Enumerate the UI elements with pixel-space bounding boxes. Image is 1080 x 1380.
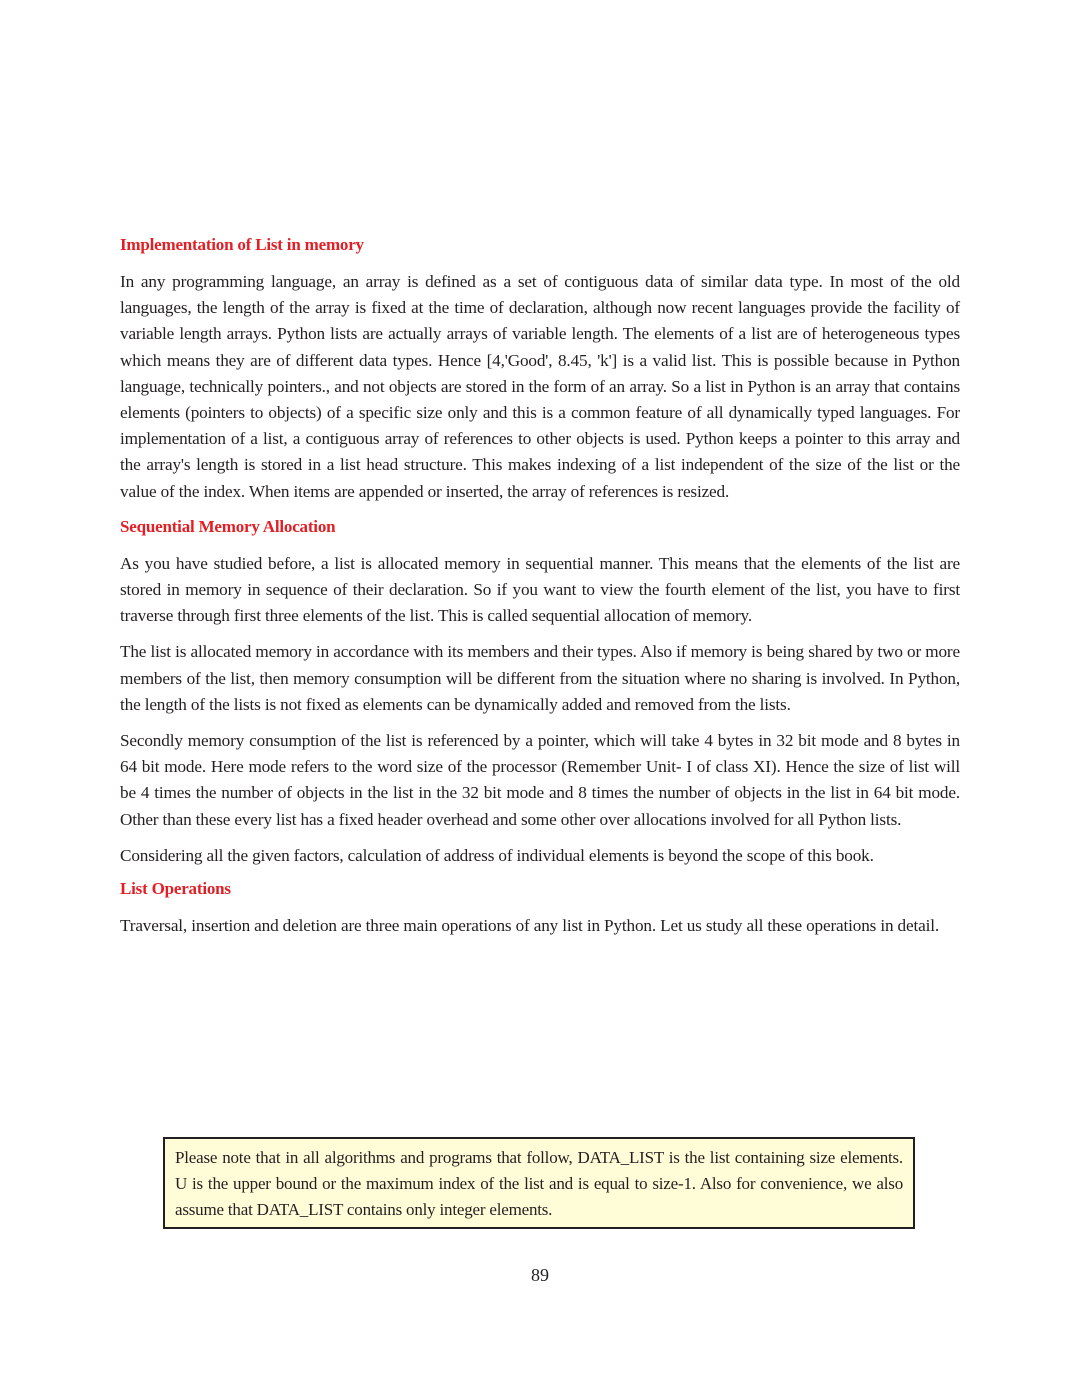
note-box [163, 1137, 915, 1229]
paragraph: The list is allocated memory in accordance with its members and their types. Also if memory is being shared by two or more members of the list, then memory consumption will be different from the situation where no sharing is involved. In Python, the length of the lists is not fixed as elements can be dynamically added and removed from the lists. [120, 642, 960, 714]
page-content [120, 233, 960, 949]
section-heading-implementation: Implementation of List in memory [120, 235, 364, 254]
paragraph: Secondly memory consumption of the list is referenced by a pointer, which will take 4 bytes in 32 bit mode and 8 bytes in 64 bit mode. Here mode refers to the word size of the processor (Remember Unit- I of class XI). Hence the size of list will be 4 times the number of objects in the list in the 32 bit mode and 8 times the number of objects in the list in 64 bit mode. Other than these every list has a fixed header overhead and some other over allocations involved for all Python lists. [120, 731, 960, 829]
paragraph: Considering all the given factors, calculation of address of individual elements is beyond the scope of this book. [120, 845, 874, 865]
section-heading-sequential-allocation: Sequential Memory Allocation [120, 516, 336, 536]
paragraph: As you have studied before, a list is allocated memory in sequential manner. This means that the elements of the list are stored in memory in sequence of their declaration. So if you want to view the fourth element of the list, you have to first traverse through first three elements of the list. This is called sequential allocation of memory. [120, 553, 960, 626]
paragraph: Traversal, insertion and deletion are three main operations of any list in Python. Let us study all these operations in detail. [120, 916, 939, 936]
paragraph: In any programming language, an array is defined as a set of contiguous data of similar data type. In most of the old languages, the length of the array is fixed at the time of declaration, although now recent languages provide the facility of variable length arrays. Python lists are actually arrays of variable length. The elements of a list are of heterogeneous types which means they are of different data types. Hence [4,'Good', 8.45, 'k'] is a valid list. This is possible because in Python language, technically pointers., and not objects are stored in the form of an array. So a list in Python is an array that contains elements (pointers to objects) of a specific size only and this is a common feature of all dynamically typed languages. For implementation of a list, a contiguous array of references to other objects is used. Python keeps a pointer to this array and the array's length is stored in a list head structure. This makes indexing of a list independent of the size of the list or the value of the index. When items are appended or inserted, the array of references is resized. [120, 272, 960, 501]
page-number: 89 [531, 1265, 549, 1285]
section-heading-list-operations: List Operations [120, 879, 231, 899]
note-text: Please note that in all algorithms and programs that follow, DATA_LIST is the list containing size elements. U is the upper bound or the maximum index of the list and is equal to size-1. Also for convenience, we also assume that DATA_LIST contains only integer elements. [175, 1148, 903, 1219]
